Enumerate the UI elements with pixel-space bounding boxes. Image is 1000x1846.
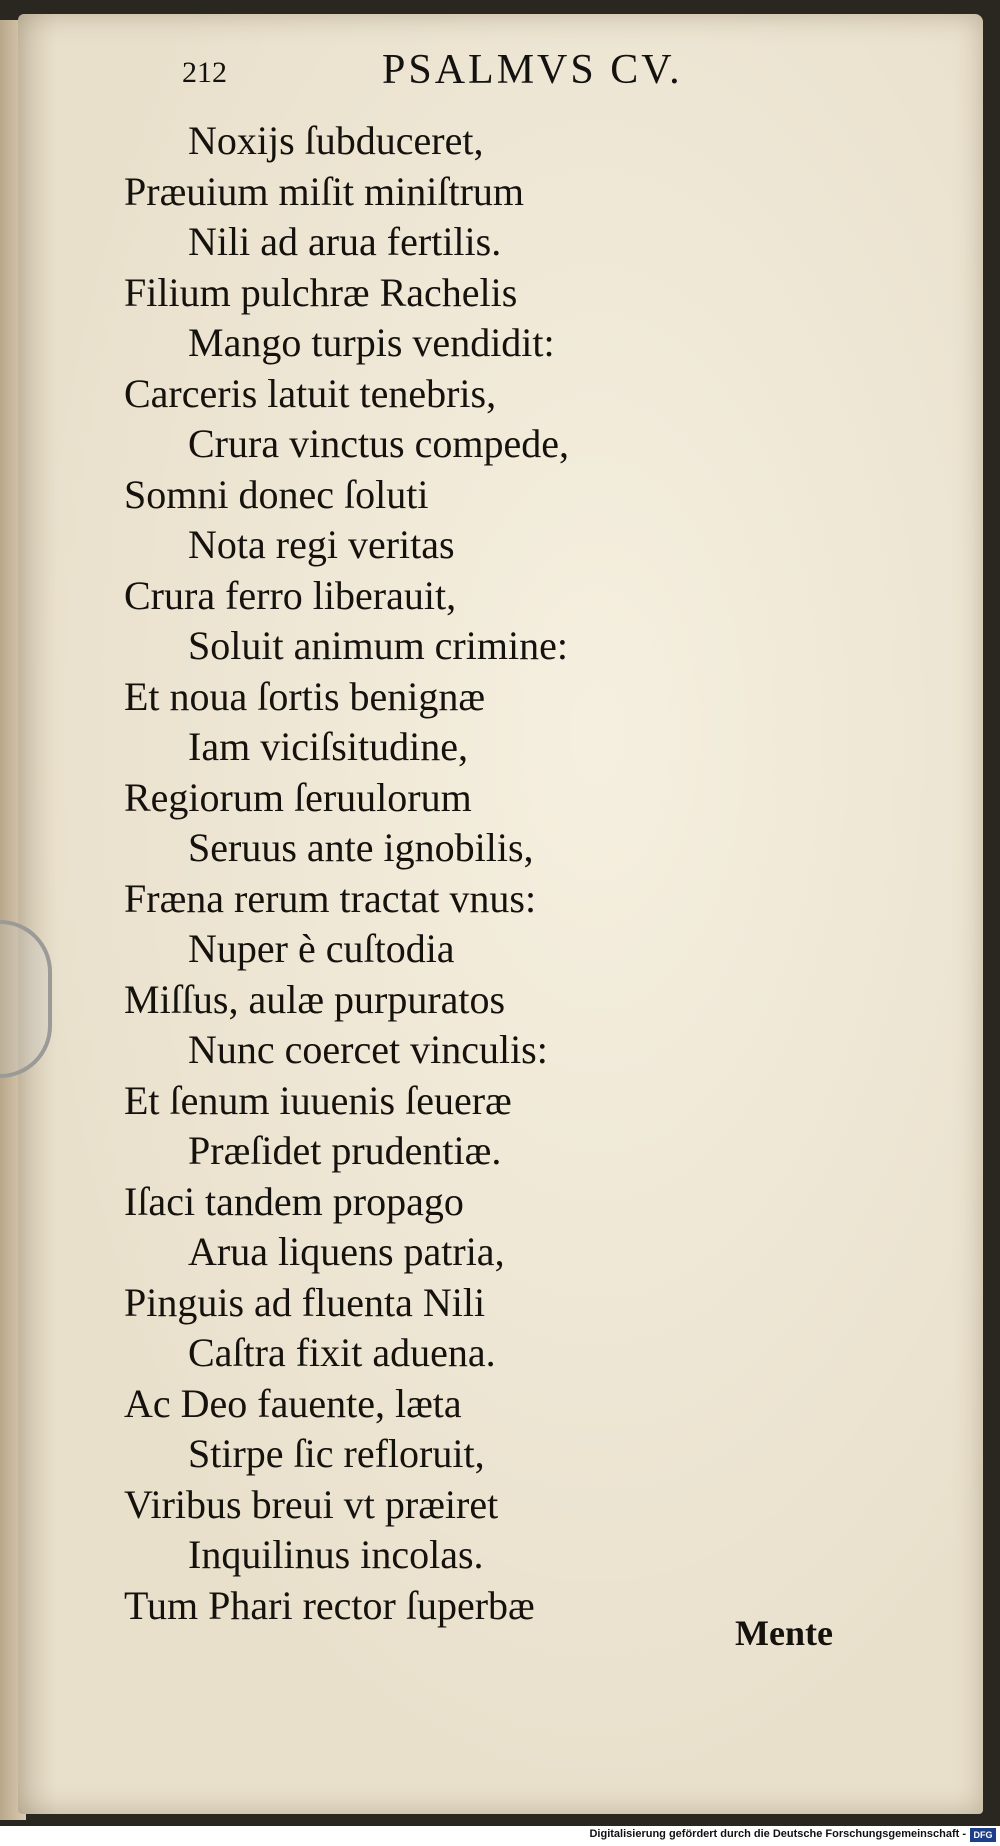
- dfg-logo: DFG: [970, 1828, 996, 1842]
- verse-line: Nuper è cuſtodia: [188, 926, 455, 971]
- verse-line: Stirpe ſic refloruit,: [188, 1431, 485, 1476]
- verse-line: Et noua ſortis benignæ: [124, 673, 486, 719]
- verse-line: Arua liquens patria,: [188, 1229, 505, 1274]
- digitization-footer: [0, 1826, 1000, 1846]
- verse-line: Tum Phari rector ſuperbæ: [124, 1582, 535, 1628]
- verse-line: Præſidet prudentiæ.: [188, 1128, 502, 1173]
- verse-line: Ac Deo fauente, læta: [124, 1380, 462, 1426]
- verse-line: Somni donec ſoluti: [124, 471, 429, 517]
- page-header: [182, 42, 782, 102]
- verse-line: Crura ferro liberauit,: [124, 572, 457, 618]
- verse-line: Nota regi veritas: [188, 522, 455, 567]
- verse-line: Soluit animum crimine:: [188, 623, 568, 668]
- verse-line: Inquilinus incolas.: [188, 1532, 484, 1577]
- verse-line: Præuium miſit miniſtrum: [124, 168, 525, 214]
- verse-line: Mango turpis vendidit:: [188, 320, 555, 365]
- verse-line: Pinguis ad fluenta Nili: [124, 1279, 486, 1325]
- verse-line: Carceris latuit tenebris,: [124, 370, 497, 416]
- page-number: 212: [182, 56, 227, 89]
- psalm-verse-text: [124, 116, 684, 1631]
- verse-line: Fræna rerum tractat vnus:: [124, 875, 537, 921]
- verse-line: Viribus breui vt præiret: [124, 1481, 499, 1527]
- verse-line: Seruus ante ignobilis,: [188, 825, 534, 870]
- verse-line: Miſſus, aulæ purpuratos: [124, 976, 506, 1022]
- verse-line: Iſaci tandem propago: [124, 1178, 464, 1224]
- verse-line: Filium pulchræ Rachelis: [124, 269, 518, 315]
- verse-line: Nunc coercet vinculis:: [188, 1027, 548, 1072]
- verse-line: Iam viciſsitudine,: [188, 724, 468, 769]
- verse-line: Caſtra fixit aduena.: [188, 1330, 496, 1375]
- verse-line: Nili ad arua fertilis.: [188, 219, 502, 264]
- verse-line: Crura vinctus compede,: [188, 421, 569, 466]
- funding-credit: Digitalisierung gefördert durch die Deutsche Forschungsgemeinschaft -: [589, 1828, 966, 1840]
- verse-line: Et ſenum iuuenis ſeueræ: [124, 1077, 512, 1123]
- verse-line: Regiorum ſeruulorum: [124, 774, 472, 820]
- running-title: PSALMVS CV.: [382, 47, 683, 93]
- catchword: Mente: [735, 1613, 833, 1653]
- verse-line: Noxijs ſubduceret,: [188, 118, 484, 163]
